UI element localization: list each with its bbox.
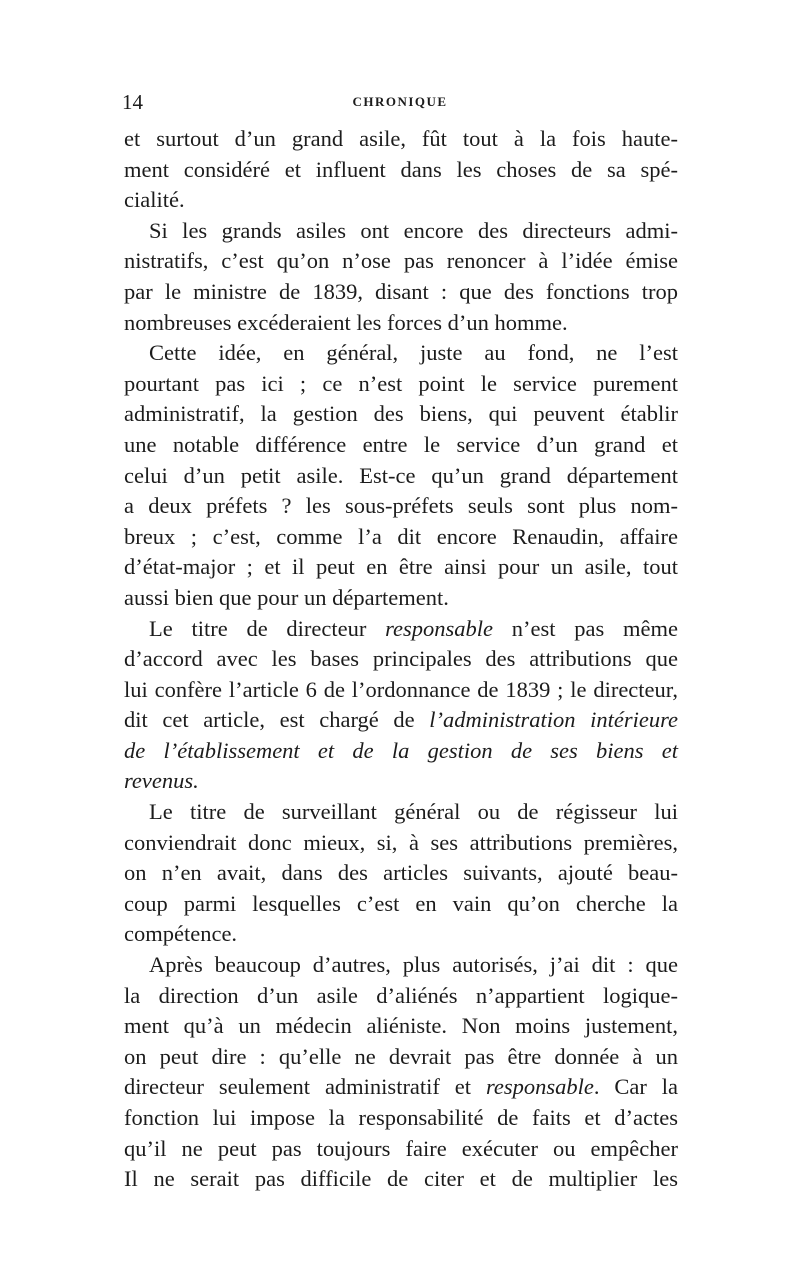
running-head-title: CHRONIQUE bbox=[352, 94, 448, 109]
running-head bbox=[122, 90, 678, 114]
text-line: nombreuses excéderaient les forces d’un homme. bbox=[124, 309, 568, 335]
text-line: conviendrait donc mieux, si, à ses attributions premières, bbox=[124, 829, 678, 855]
text-line: Le titre de directeur responsable n’est pas même bbox=[149, 615, 678, 641]
text-line: par le ministre de 1839, disant : que des fonctions trop bbox=[124, 278, 678, 304]
text-line bbox=[124, 736, 678, 767]
body-text bbox=[124, 124, 678, 1195]
text-line: d’état-major ; et il peut en être ainsi pour un asile, tout bbox=[124, 554, 678, 580]
text-line: ment considéré et influent dans les choses de sa spé- bbox=[124, 156, 678, 182]
text-line: Si les grands asiles ont encore des directeurs admi- bbox=[149, 217, 678, 243]
text-line: Il ne serait pas difficile de citer et de multiplier les bbox=[124, 1166, 678, 1192]
text-line: fonction lui impose la responsabilité de faits et d’actes bbox=[124, 1105, 678, 1130]
text-line: et surtout d’un grand asile, fût tout à la fois haute- bbox=[124, 126, 678, 151]
text-line: compétence. bbox=[124, 921, 238, 947]
text-line: dit cet article, est chargé de l’administration intérieure bbox=[124, 707, 678, 733]
text-line: la direction d’un asile d’aliénés n’appartient logique- bbox=[124, 982, 678, 1008]
text-line: aussi bien que pour un département. bbox=[124, 584, 449, 610]
text-line: qu’il ne peut pas toujours faire exécuter ou empêcher bbox=[124, 1135, 678, 1161]
text-line: on n’en avait, dans des articles suivants, ajouté beau- bbox=[124, 860, 678, 886]
emphasis: l’administration intérieure bbox=[429, 707, 678, 733]
text-line: Après beaucoup d’autres, plus autorisés, j’ai dit : que bbox=[149, 952, 678, 978]
emphasis: responsable bbox=[485, 1074, 594, 1100]
emphasis: de l’établissement et de la gestion de ses biens et bbox=[124, 737, 678, 763]
text-line: on peut dire : qu’elle ne devrait pas être donnée à un bbox=[124, 1043, 678, 1069]
text-line: pourtant pas ici ; ce n’est point le service purement bbox=[124, 370, 678, 396]
text-line: a deux préfets ? les sous-préfets seuls sont plus nom- bbox=[124, 493, 678, 519]
emphasis: responsable bbox=[385, 615, 494, 641]
text-line: Le titre de surveillant général ou de régisseur lui bbox=[149, 799, 678, 825]
text-line: directeur seulement administratif et responsable. Car la bbox=[124, 1074, 678, 1100]
text-line: ment qu’à un médecin aliéniste. Non moins justement, bbox=[124, 1013, 678, 1039]
text-line: lui confère l’article 6 de l’ordonnance de 1839 ; le directeur, bbox=[124, 676, 678, 702]
text-line: cialité. bbox=[124, 187, 185, 213]
text-line bbox=[124, 766, 678, 797]
text-line: coup parmi lesquelles c’est en vain qu’on cherche la bbox=[124, 890, 678, 916]
text-line: nistratifs, c’est qu’on n’ose pas renoncer à l’idée émise bbox=[124, 248, 678, 274]
text-line: breux ; c’est, comme l’a dit encore Renaudin, affaire bbox=[124, 523, 678, 549]
page-number: 14 bbox=[122, 90, 143, 114]
emphasis: revenus. bbox=[124, 768, 199, 794]
text-line: administratif, la gestion des biens, qui peuvent établir bbox=[124, 401, 678, 427]
text-line: Cette idée, en général, juste au fond, ne l’est bbox=[149, 340, 678, 366]
text-line: une notable différence entre le service d’un grand et bbox=[124, 431, 678, 457]
text-line: celui d’un petit asile. Est-ce qu’un grand département bbox=[124, 462, 678, 488]
text-line: d’accord avec les bases principales des attributions que bbox=[124, 646, 678, 672]
